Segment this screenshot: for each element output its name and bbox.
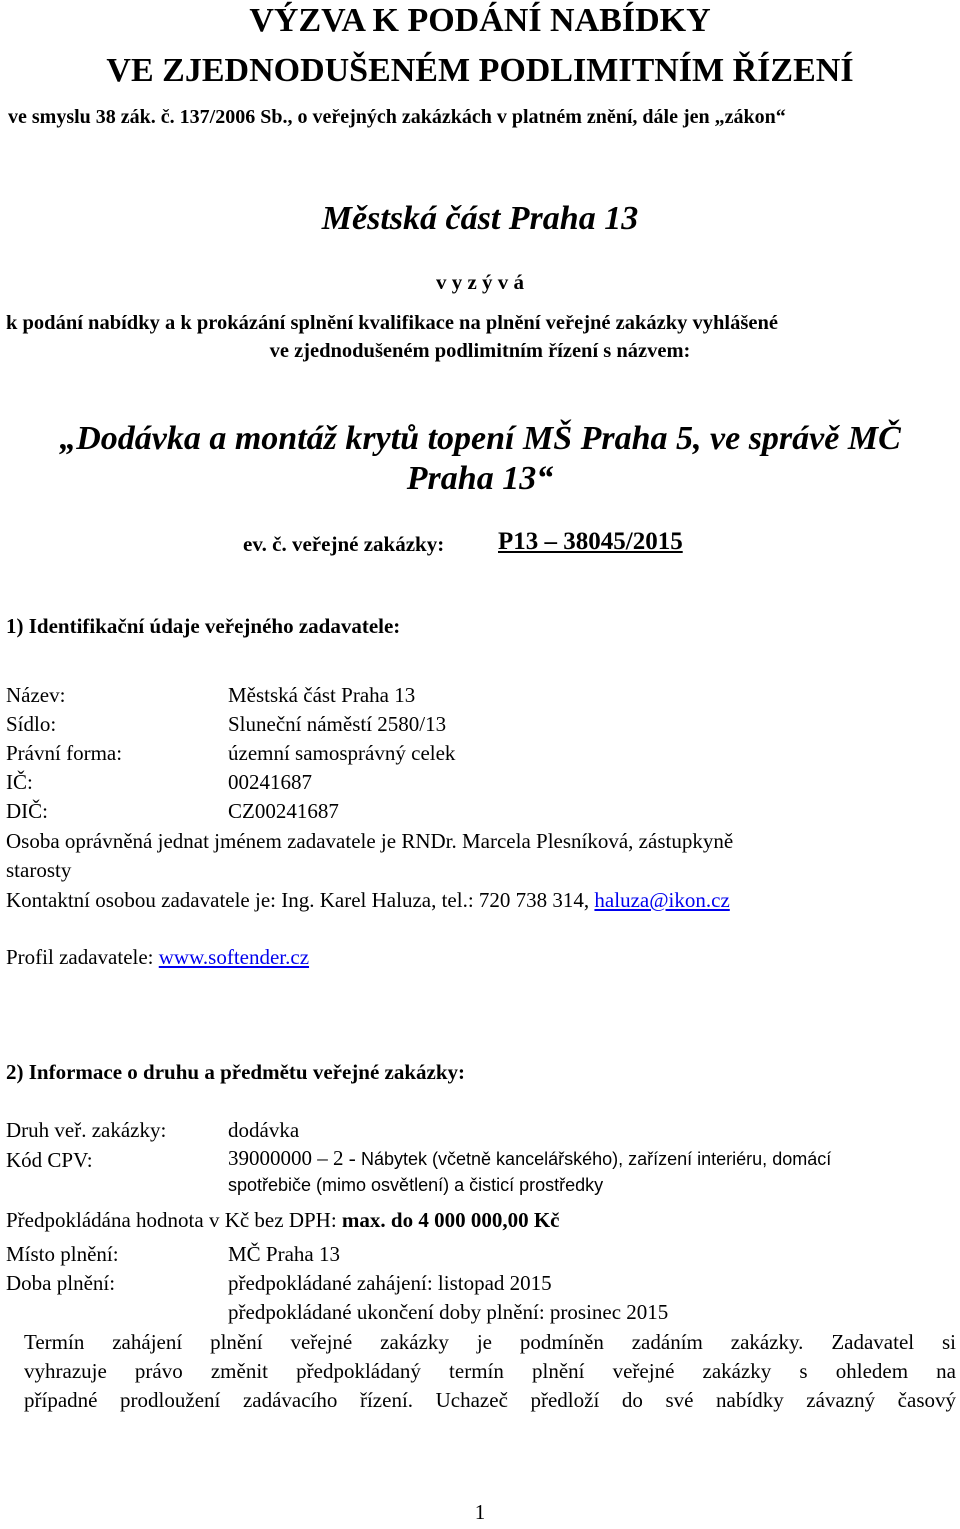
contact-line <box>6 888 730 913</box>
paragraph-line-2: vyhrazuje právo změnit předpokládaný termín plnění veřejné zakázky s ohledem na <box>24 1359 956 1383</box>
cpv-description-1: Nábytek (včetně kancelářského), zařízení interiéru, domácí <box>361 1149 832 1169</box>
id-label: Právní forma: <box>6 741 123 765</box>
cpv-line-1 <box>228 1146 831 1171</box>
id-value: Městská část Praha 13 <box>228 683 416 707</box>
id-value: územní samosprávný celek <box>228 741 456 765</box>
estimated-value-label: Předpokládána hodnota v Kč bez DPH: <box>6 1208 342 1232</box>
estimated-value-line <box>6 1208 560 1233</box>
intro-text-line-1: k podání nabídky a k prokázání splnění kvalifikace na plnění veřejné zakázky vyhlášené <box>6 312 778 334</box>
paragraph-line-1: Termín zahájení plnění veřejné zakázky je podmíněn zadáním zakázky. Zadavatel si <box>24 1330 956 1354</box>
title-line-1: VÝZVA K PODÁNÍ NABÍDKY <box>249 2 711 39</box>
duration-start: předpokládané zahájení: listopad 2015 <box>228 1271 552 1295</box>
profile-url-link[interactable]: www.softender.cz <box>158 945 310 969</box>
section-2-heading: 2) Informace o druhu a předmětu veřejné zakázky: <box>6 1060 466 1084</box>
id-label: DIČ: <box>6 799 48 823</box>
authorized-person-line-1: Osoba oprávněná jednat jménem zadavatele je RNDr. Marcela Plesníková, zástupkyně <box>6 829 734 853</box>
duration-label: Doba plnění: <box>6 1271 116 1295</box>
duration-end: předpokládané ukončení doby plnění: prosinec 2015 <box>228 1300 669 1324</box>
id-value: Sluneční náměstí 2580/13 <box>228 712 447 736</box>
id-label: Sídlo: <box>6 712 57 736</box>
contract-name-line-2: Praha 13“ <box>406 460 554 497</box>
id-row-name <box>0 683 960 709</box>
contract-name-line-1: „Dodávka a montáž krytů topení MŠ Praha 5, ve správě MČ <box>59 420 901 457</box>
id-label: IČ: <box>6 770 33 794</box>
authorized-person-line-2: starosty <box>6 858 72 882</box>
id-label: Název: <box>6 683 66 707</box>
id-value: CZ00241687 <box>228 799 339 823</box>
contact-email-link[interactable]: haluza@ikon.cz <box>594 888 730 912</box>
section-1-heading: 1) Identifikační údaje veřejného zadavatele: <box>6 614 401 638</box>
contact-text: Kontaktní osobou zadavatele je: Ing. Karel Haluza, tel.: 720 738 314, <box>6 888 595 912</box>
page-number: 1 <box>474 1500 486 1524</box>
profile-line <box>6 945 309 970</box>
profile-label: Profil zadavatele: <box>6 945 159 969</box>
cpv-label: Kód CPV: <box>6 1148 93 1172</box>
estimated-value-amount: max. do 4 000 000,00 Kč <box>341 1208 560 1232</box>
intro-text-line-2: ve zjednodušeném podlimitním řízení s názvem: <box>269 340 691 362</box>
title-line-2: VE ZJEDNODUŠENÉM PODLIMITNÍM ŘÍZENÍ <box>106 52 854 89</box>
id-row-legal-form <box>0 741 960 767</box>
authority-name: Městská část Praha 13 <box>321 200 639 237</box>
ev-number: P13 – 38045/2015 <box>498 528 683 555</box>
subtitle: ve smyslu 38 zák. č. 137/2006 Sb., o veřejných zakázkách v platném znění, dále jen „zákon“ <box>8 106 786 128</box>
ev-label: ev. č. veřejné zakázky: <box>243 532 445 556</box>
place-label: Místo plnění: <box>6 1242 119 1266</box>
id-row-dic <box>0 799 960 825</box>
id-row-seat <box>0 712 960 738</box>
id-value: 00241687 <box>228 770 312 794</box>
type-label: Druh veř. zakázky: <box>6 1118 167 1142</box>
cpv-code: 39000000 – 2 - <box>228 1146 361 1170</box>
id-row-ic <box>0 770 960 796</box>
cpv-description-2: spotřebiče (mimo osvětlení) a čisticí prostředky <box>228 1175 604 1195</box>
place-value: MČ Praha 13 <box>228 1242 340 1266</box>
calls-text: v y z ý v á <box>435 270 525 294</box>
type-value: dodávka <box>228 1118 300 1142</box>
paragraph-line-3: případné prodloužení zadávacího řízení. Uchazeč předloží do své nabídky závazný časový <box>24 1388 956 1412</box>
